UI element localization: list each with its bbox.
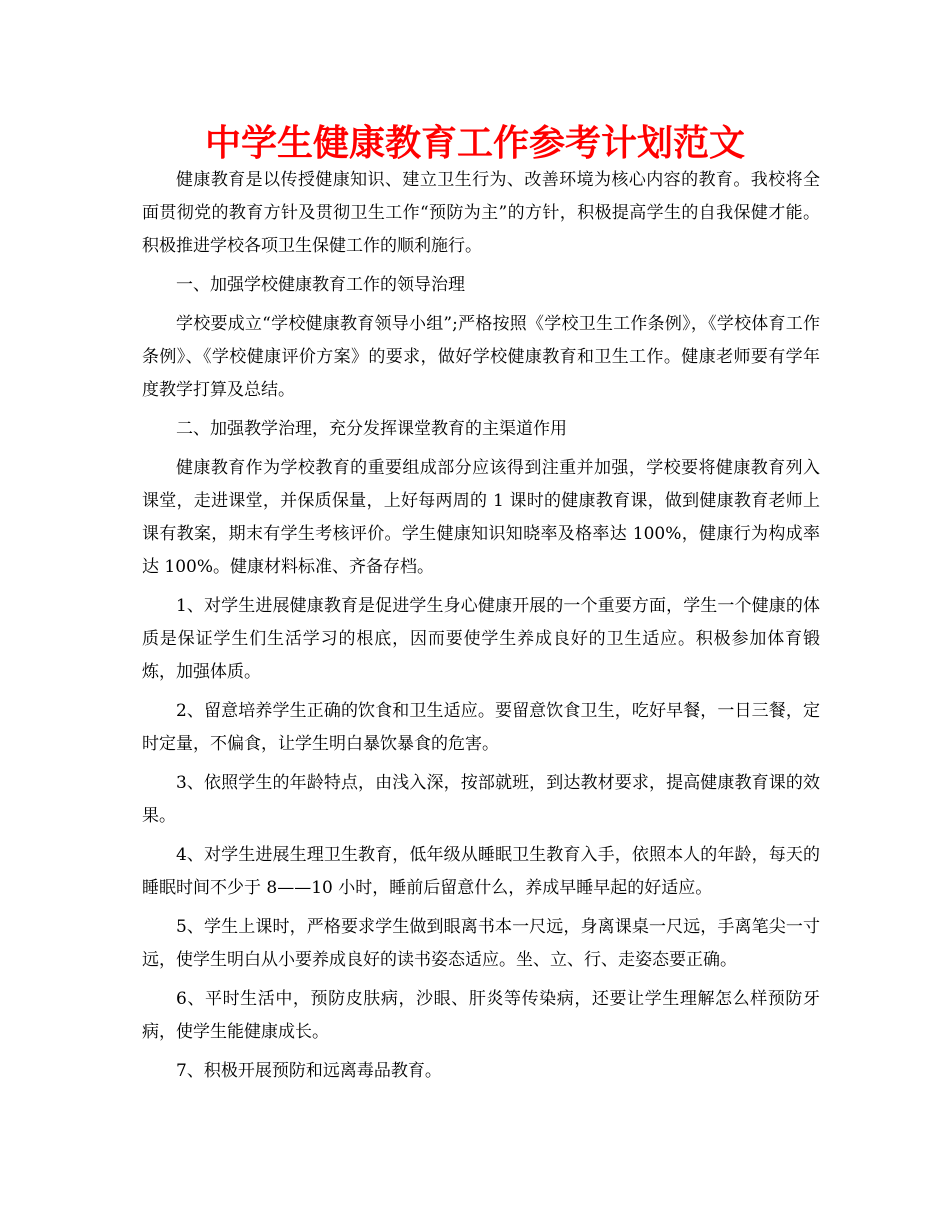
list-item-7: 7、积极开展预防和远离毒品教育。 <box>176 1061 442 1081</box>
list-item-5: 5、学生上课时，严格要求学生做到眼离书本一尺远，身离课桌一尺远，手离笔尖一寸远，使学生明白从小要养成良好的读书姿态适应。坐、立、行、走姿态要正确。 <box>142 917 820 970</box>
section-heading-2: 二、加强教学治理，充分发挥课堂教育的主渠道作用 <box>176 419 567 439</box>
list-item-4: 4、对学生进展生理卫生教育，低年级从睡眠卫生教育入手，依照本人的年龄，每天的睡眠时间不少于 8——10 小时，睡前后留意什么，养成早睡早起的好适应。 <box>142 845 820 898</box>
list-item-1: 1、对学生进展健康教育是促进学生身心健康开展的一个重要方面，学生一个健康的体质是保证学生们生活学习的根底，因而要使学生养成良好的卫生适应。积极参加体育锻炼，加强体质。 <box>142 596 820 682</box>
document-body <box>142 164 820 1094</box>
paragraph: 学校要成立“学校健康教育领导小组”;严格按照《学校卫生工作条例》，《学校体育工作条例》、《学校健康评价方案》的要求，做好学校健康教育和卫生工作。健康老师要有学年度教学打算及总结。 <box>142 314 820 400</box>
list-item-2: 2、留意培养学生正确的饮食和卫生适应。要留意饮食卫生，吃好早餐，一日三餐，定时定量，不偏食，让学生明白暴饮暴食的危害。 <box>142 701 820 754</box>
list-item-3: 3、依照学生的年龄特点，由浅入深，按部就班，到达教材要求，提高健康教育课的效果。 <box>142 773 820 826</box>
document-title: 中学生健康教育工作参考计划范文 <box>204 123 745 164</box>
paragraph: 健康教育作为学校教育的重要组成部分应该得到注重并加强，学校要将健康教育列入课堂，走进课堂，并保质保量，上好每两周的 1 课时的健康教育课，做到健康教育老师上课有教案，期末有学生考核评价。学生健康知识知晓率及格率达 100%，健康行为构成率达 100%。健康材料标准、齐备存档。 <box>142 458 820 577</box>
paragraph-intro: 健康教育是以传授健康知识、建立卫生行为、改善环境为核心内容的教育。我校将全面贯彻党的教育方针及贯彻卫生工作“预防为主”的方针，积极提高学生的自我保健才能。积极推进学校各项卫生保健工作的顺利施行。 <box>142 170 820 256</box>
section-heading-1: 一、加强学校健康教育工作的领导治理 <box>176 275 465 295</box>
list-item-6: 6、平时生活中，预防皮肤病，沙眼、肝炎等传染病，还要让学生理解怎么样预防牙病，使学生能健康成长。 <box>142 989 820 1042</box>
